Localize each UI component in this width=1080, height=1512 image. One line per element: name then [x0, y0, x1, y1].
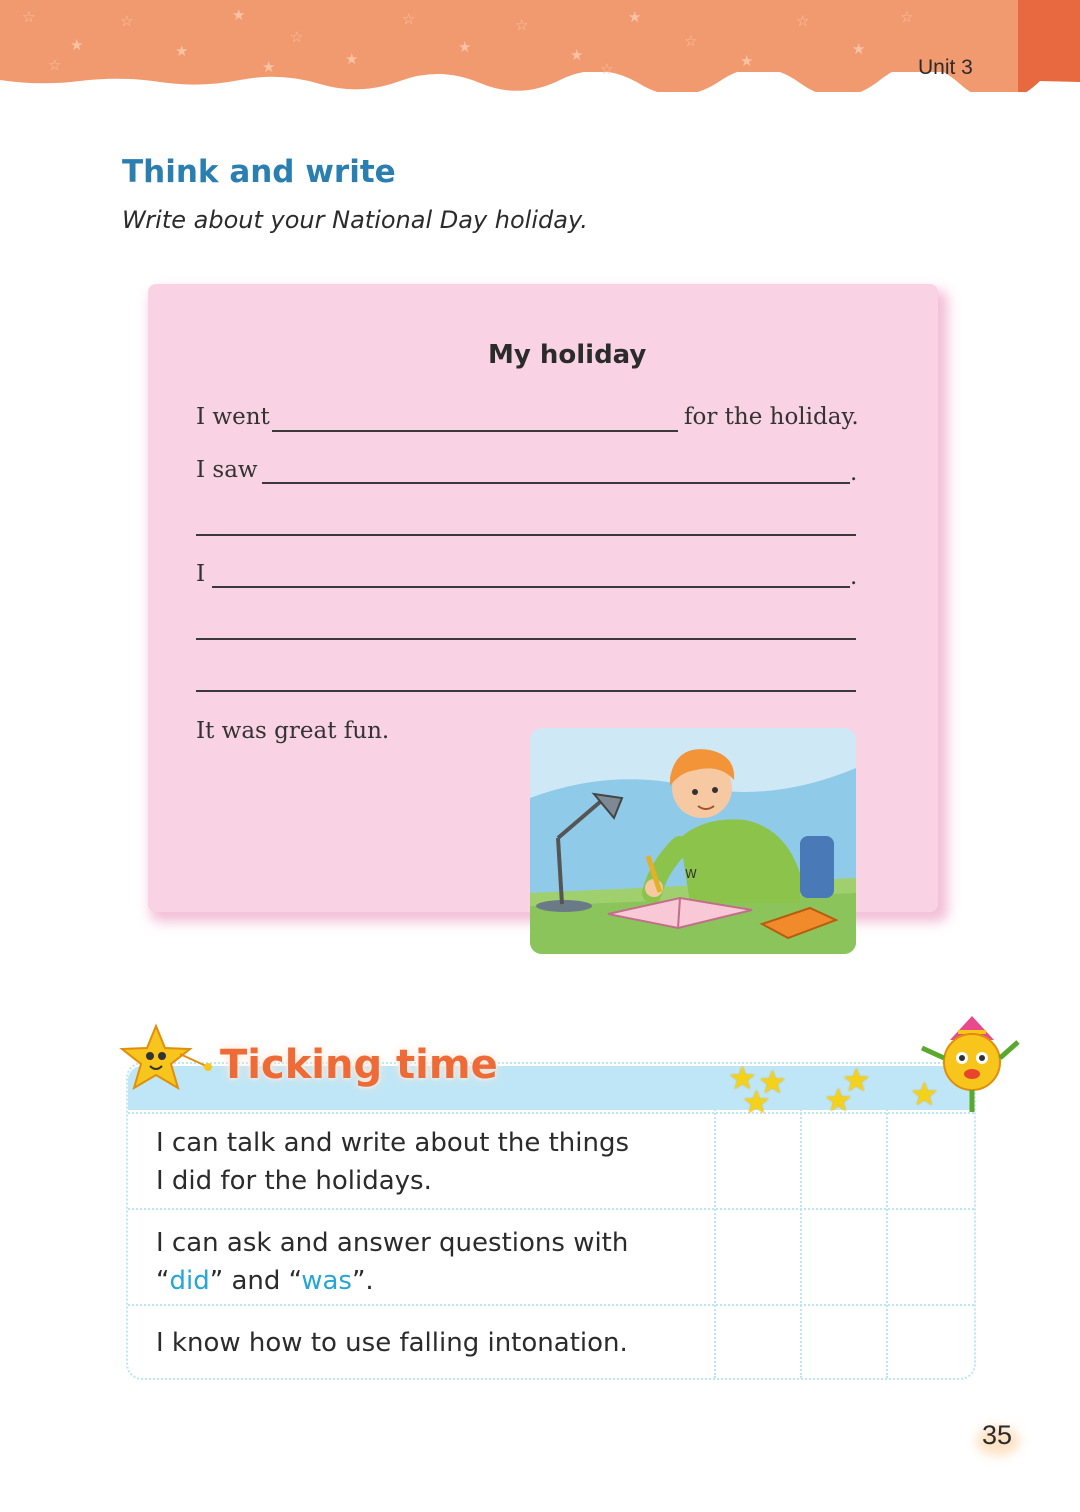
star-decoration-icon: ☆ [684, 32, 698, 50]
clown-mascot-icon [914, 1012, 1024, 1118]
star-icon: ★ [824, 1081, 853, 1119]
tick-cell-1-2[interactable] [802, 1114, 884, 1206]
write-line-6[interactable] [196, 690, 856, 692]
row-3-line-1: I know how to use falling intonation. [156, 1328, 628, 1358]
tick-cell-2-1[interactable] [716, 1210, 798, 1302]
line2-period: . [850, 460, 858, 486]
tick-cell-3-3[interactable] [888, 1306, 970, 1376]
ticking-row-2 [156, 1224, 628, 1300]
instruction-text: Write about your National Day holiday. [122, 206, 588, 234]
star-decoration-icon: ★ [175, 42, 189, 60]
star-icon: ★ [742, 1083, 771, 1121]
line1-start-text: I went [196, 404, 270, 430]
star-decoration-icon: ★ [852, 40, 866, 58]
row-1-line-1: I can talk and write about the things [156, 1128, 630, 1158]
line4-start-text: I [196, 561, 206, 587]
star-decoration-icon: ★ [458, 38, 472, 56]
star-decoration-icon: ★ [232, 6, 246, 24]
star-decoration-icon: ☆ [515, 16, 529, 34]
section-title: Think and write [122, 154, 396, 190]
star-icon: ★ [758, 1063, 787, 1101]
tick-cell-1-1[interactable] [716, 1114, 798, 1206]
ticking-time-title: Ticking time [220, 1042, 498, 1088]
star-decoration-icon: ★ [262, 58, 276, 76]
page-number: 35 [982, 1420, 1013, 1450]
star-decoration-icon: ☆ [290, 28, 304, 46]
ticking-row-1 [156, 1124, 629, 1200]
star-decoration-icon: ★ [70, 36, 84, 54]
tick-cell-2-3[interactable] [888, 1210, 970, 1302]
row-1-line-2: I did for the holidays. [156, 1166, 432, 1196]
star-decoration-icon: ☆ [48, 56, 62, 74]
tick-cell-3-1[interactable] [716, 1306, 798, 1376]
tick-cell-1-3[interactable] [888, 1114, 970, 1206]
row-2-line-1: I can ask and answer questions with [156, 1228, 629, 1258]
star-decoration-icon: ☆ [900, 8, 914, 26]
quote-open: “ [156, 1266, 170, 1296]
star-decoration-icon: ★ [628, 8, 642, 26]
unit-label: Unit 3 [918, 56, 973, 79]
write-line-2[interactable] [262, 482, 850, 484]
star-decoration-icon: ☆ [22, 8, 36, 26]
write-line-4[interactable] [212, 586, 850, 588]
tick-cell-3-2[interactable] [802, 1306, 884, 1376]
write-line-5[interactable] [196, 638, 856, 640]
line4-period: . [850, 564, 858, 590]
keyword-was: was [301, 1266, 352, 1296]
quote-mid: ” and “ [209, 1266, 302, 1296]
line2-start-text: I saw [196, 457, 258, 483]
star-decoration-icon: ☆ [120, 12, 134, 30]
star-decoration-icon: ★ [740, 52, 754, 70]
line1-end-text: for the holiday. [684, 404, 859, 430]
star-decoration-icon: ★ [345, 50, 359, 68]
boy-writing-illustration [530, 728, 856, 954]
star-decoration-icon: ☆ [402, 10, 416, 28]
star-icon: ★ [728, 1059, 757, 1097]
write-line-1[interactable] [272, 430, 678, 432]
shirt-letter: W [685, 867, 697, 881]
write-line-3[interactable] [196, 534, 856, 536]
tick-cell-2-2[interactable] [802, 1210, 884, 1302]
star-decoration-icon: ☆ [796, 12, 810, 30]
card-title: My holiday [488, 340, 647, 370]
ticking-row-3 [156, 1324, 628, 1362]
star-decoration-icon: ★ [570, 46, 584, 64]
closing-text: It was great fun. [196, 718, 390, 744]
quote-close: ”. [351, 1266, 374, 1296]
star-icon: ★ [842, 1061, 871, 1099]
keyword-did: did [169, 1266, 210, 1296]
star-icon: ★ [910, 1075, 939, 1113]
star-decoration-icon: ☆ [600, 60, 614, 78]
row-2-line-2 [156, 1262, 628, 1300]
star-mascot-icon [118, 1022, 218, 1094]
